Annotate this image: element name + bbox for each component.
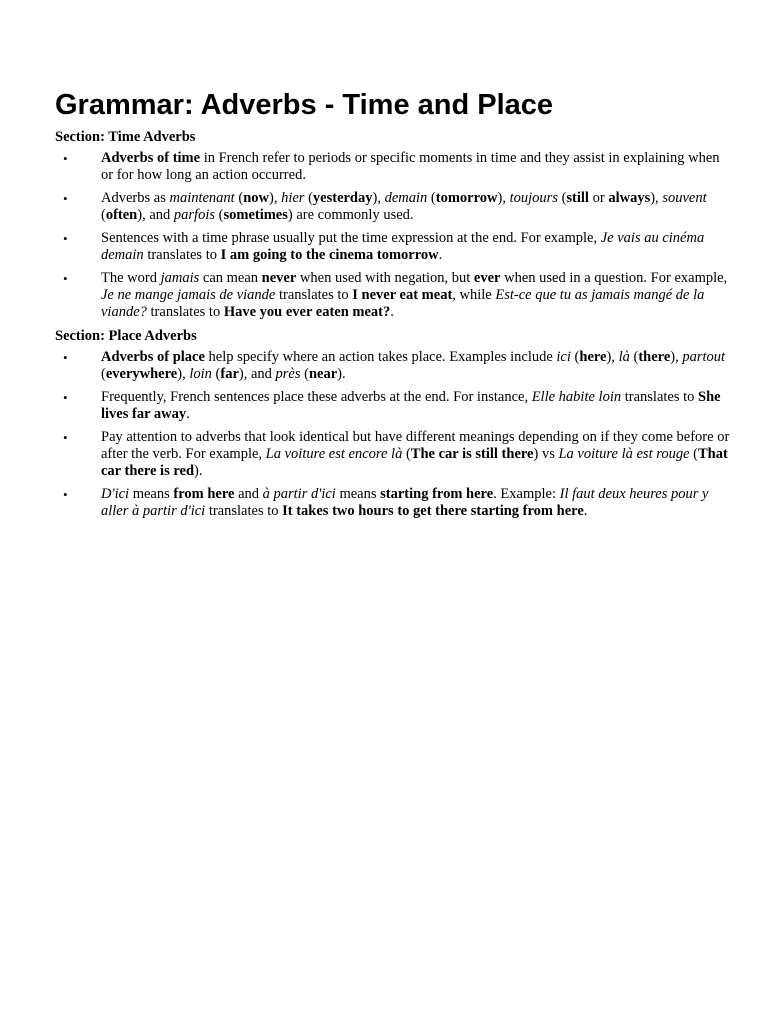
bold-text: starting from here — [380, 486, 494, 502]
text-run: ( — [570, 349, 580, 365]
bold-text: She lives far away — [101, 389, 721, 422]
text-run: or — [588, 190, 609, 206]
italic-text: Il faut deux heures pour y aller à partir d'ici — [101, 486, 709, 519]
text-run: ( — [304, 190, 313, 206]
bullet-icon: • — [63, 350, 68, 365]
bold-text: still — [566, 190, 589, 206]
list-item — [55, 389, 735, 423]
text-run: . — [438, 247, 443, 263]
bold-text: yesterday — [312, 190, 373, 206]
text-run: The word — [101, 270, 161, 286]
list-item-text — [101, 349, 735, 383]
text-run: Sentences with a time phrase usually put the time expression at the end. For example, — [101, 230, 601, 246]
section-place-adverbs — [55, 327, 735, 520]
list-item-text — [101, 190, 735, 224]
section-heading: Section: Place Adverbs — [55, 328, 197, 344]
italic-text: hier — [281, 190, 305, 206]
list-item-text — [101, 150, 735, 184]
text-run: translates to — [275, 287, 353, 303]
italic-text: partout — [682, 349, 726, 365]
bullet-icon: • — [63, 390, 68, 405]
text-run: in French refer to periods or specific moments in time and they assist in explaining when or for how long an action occurred. — [101, 150, 720, 183]
bullet-list — [55, 150, 735, 321]
text-run: . — [390, 304, 394, 320]
bold-text: Adverbs of place — [101, 349, 205, 365]
text-run: . — [186, 406, 190, 422]
italic-text: jamais — [160, 270, 200, 286]
list-item-text — [101, 270, 735, 321]
bullet-icon: • — [63, 487, 68, 502]
bullet-icon: • — [63, 231, 68, 246]
text-run: ), — [497, 190, 510, 206]
bold-text: often — [105, 207, 138, 223]
italic-text: Elle habite loin — [531, 389, 622, 405]
bullet-icon: • — [63, 271, 68, 286]
italic-text: ici — [556, 349, 571, 365]
section-heading: Section: Time Adverbs — [55, 129, 196, 145]
text-run: , while — [452, 287, 496, 303]
text-run: ), — [177, 366, 190, 382]
bold-text: everywhere — [105, 366, 178, 382]
text-run: Adverbs as — [101, 190, 170, 206]
page-title: Grammar: Adverbs - Time and Place — [55, 89, 554, 121]
italic-text: parfois — [173, 207, 215, 223]
text-run: . — [583, 503, 588, 519]
text-run: Pay attention to adverbs that look identical but have different meanings depending on if they come before or after the verb. For example, — [101, 429, 730, 462]
bullet-list — [55, 349, 735, 520]
list-item — [55, 429, 735, 480]
bold-text: near — [308, 366, 338, 382]
text-run: ), — [268, 190, 282, 206]
text-run: translates to — [146, 304, 224, 320]
list-item-text — [101, 230, 735, 264]
bold-text: far — [220, 366, 239, 382]
bold-text: now — [243, 190, 269, 206]
text-run: translates to — [143, 247, 221, 263]
italic-text: loin — [189, 366, 212, 382]
text-run: translates to — [205, 503, 283, 519]
bold-text: Adverbs of time — [101, 150, 201, 166]
list-item — [55, 349, 735, 383]
text-run: ), — [670, 349, 683, 365]
text-run: Frequently, French sentences place these adverbs at the end. For instance, — [101, 389, 532, 405]
list-item-text — [101, 486, 735, 520]
bold-text: I am going to the cinema tomorrow — [220, 247, 439, 263]
bold-text: That car there is red — [101, 446, 728, 479]
text-run: ), — [650, 190, 663, 206]
text-run: ) are commonly used. — [287, 207, 414, 223]
list-item — [55, 230, 735, 264]
bold-text: from here — [173, 486, 235, 502]
bold-text: The car is still there — [410, 446, 534, 462]
section-time-adverbs — [55, 128, 735, 321]
italic-text: près — [275, 366, 301, 382]
bold-text: ever — [473, 270, 501, 286]
italic-text: Je ne mange jamais de viande — [101, 287, 276, 303]
bold-text: here — [579, 349, 607, 365]
list-item — [55, 486, 735, 520]
list-item — [55, 270, 735, 321]
text-run: and — [234, 486, 263, 502]
text-run: . Example: — [493, 486, 560, 502]
text-run: ). — [337, 366, 346, 382]
document-page — [55, 86, 735, 526]
text-run: when used with negation, but — [296, 270, 474, 286]
bold-text: sometimes — [223, 207, 288, 223]
text-run: means — [129, 486, 174, 502]
list-item-text — [101, 389, 735, 423]
list-item — [55, 190, 735, 224]
bullet-icon: • — [63, 151, 68, 166]
italic-text: maintenant — [169, 190, 235, 206]
italic-text: toujours — [509, 190, 558, 206]
text-run: ), — [372, 190, 385, 206]
bullet-icon: • — [63, 191, 68, 206]
bold-text: I never eat meat — [352, 287, 453, 303]
text-run: can mean — [199, 270, 262, 286]
italic-text: demain — [384, 190, 428, 206]
text-run: ), — [606, 349, 619, 365]
text-run: means — [335, 486, 381, 502]
text-run: ). — [194, 463, 203, 479]
text-run: ( — [234, 190, 244, 206]
text-run: ), and — [238, 366, 276, 382]
italic-text: là — [618, 349, 630, 365]
italic-text: La voiture là est rouge — [558, 446, 690, 462]
bullet-icon: • — [63, 430, 68, 445]
bold-text: always — [608, 190, 651, 206]
text-run: when used in a question. For example, — [500, 270, 728, 286]
bold-text: It takes two hours to get there starting from here — [282, 503, 584, 519]
bold-text: tomorrow — [435, 190, 498, 206]
italic-text: Je vais au cinéma demain — [101, 230, 705, 263]
text-run: ( — [101, 366, 106, 382]
text-run: ( — [629, 349, 639, 365]
italic-text: La voiture est encore là — [265, 446, 403, 462]
italic-text: D'ici — [101, 486, 130, 502]
text-run: ( — [300, 366, 309, 382]
text-run: help specify where an action takes place. Examples include — [204, 349, 557, 365]
list-item-text — [101, 429, 735, 480]
italic-text: à partir d'ici — [262, 486, 336, 502]
text-run: ( — [215, 207, 224, 223]
text-run: ) vs — [533, 446, 559, 462]
list-item — [55, 150, 735, 184]
text-run: ( — [557, 190, 567, 206]
bold-text: never — [261, 270, 297, 286]
bold-text: there — [638, 349, 671, 365]
text-run: ( — [211, 366, 221, 382]
italic-text: souvent — [662, 190, 707, 206]
text-run: ( — [689, 446, 698, 462]
text-run: ( — [101, 207, 106, 223]
bold-text: Have you ever eaten meat? — [223, 304, 391, 320]
italic-text: Est-ce que tu as jamais mangé de la viande? — [101, 287, 705, 320]
text-run: ( — [402, 446, 411, 462]
text-run: ( — [427, 190, 436, 206]
text-run: ), and — [137, 207, 174, 223]
text-run: translates to — [621, 389, 699, 405]
